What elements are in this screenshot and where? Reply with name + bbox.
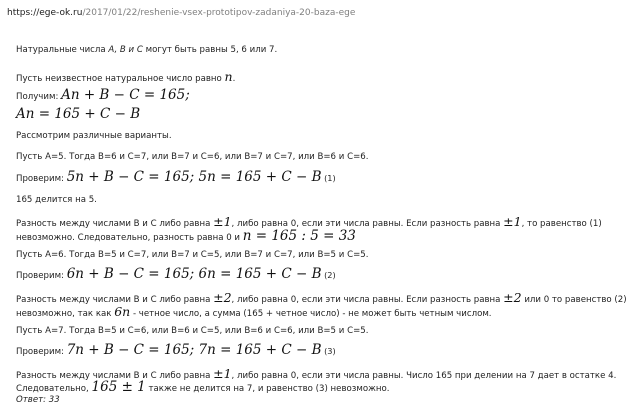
unknown-text: Пусть неизвестное натуральное число равно <box>16 74 225 84</box>
diff-3-text-a: Разность между числами B и C либо равна <box>16 371 214 381</box>
intro-line <box>16 45 277 55</box>
intro-vars: A, B и C <box>108 45 143 55</box>
diff-2-pm: ±2 <box>213 290 232 305</box>
diff-1-text-a: Разность между числами B и C либо равна <box>16 219 214 229</box>
check-3-equation: 7n + B − C = 165; 7n = 165 + C − B <box>66 342 322 358</box>
conclusion-3-text-b: также не делится на 7, и равенство (3) невозможно. <box>145 384 390 394</box>
case-a7-text: Пусть A=7. Тогда B=5 и C=6, или B=6 и C=5, или B=6 и C=6, или B=5 и C=5. <box>16 326 369 336</box>
equation-line-1 <box>16 87 190 103</box>
conclusion-3-line <box>16 379 389 395</box>
diff-3-text-b: , либо равна 0, если эти числа равны. Число 165 при делении на 7 дает в остатке 4. <box>231 371 617 381</box>
case-a5-text: Пусть A=5. Тогда B=6 и C=7, или B=7 и C=6, или B=7 и C=7, или B=6 и C=6. <box>16 152 369 162</box>
diff-2-text-a: Разность между числами B и C либо равна <box>16 295 214 305</box>
equation-line-2 <box>16 106 140 122</box>
conclusion-2-6n: 6n <box>114 304 131 319</box>
diff-1-text-c: , то равенство (1) <box>521 219 602 229</box>
url-path: /2017/01/22/reshenie-vsex-prototipov-zadaniya-20-baza-ege <box>82 8 356 18</box>
case-a5-line <box>16 152 368 162</box>
diff-1-pm2: ±1 <box>503 214 522 229</box>
case-a6-line <box>16 250 368 260</box>
unknown-var: n <box>224 69 233 84</box>
variants-line <box>16 131 172 141</box>
check-1-number: (1) <box>321 173 336 183</box>
check-1-label: Проверим: <box>16 174 67 184</box>
equation-2: An = 165 + C − B <box>16 106 141 122</box>
diff-3-pm: ±1 <box>213 366 232 381</box>
case-a7-line <box>16 326 368 336</box>
check-2-label: Проверим: <box>16 271 67 281</box>
conclusion-2-text-b: - четное число, а сумма (165 + четное число) - не может быть четным числом. <box>130 309 492 319</box>
intro-values: могут быть равны 5, 6 или 7. <box>142 45 278 55</box>
check-2-number: (2) <box>321 270 336 280</box>
unknown-line <box>16 69 235 84</box>
conclusion-1-equation: n = 165 : 5 = 33 <box>242 228 356 244</box>
diff-1-pm: ±1 <box>213 214 232 229</box>
conclusion-1-line <box>16 228 356 244</box>
diff-2-text-b: , либо равна 0, если эти числа равны. Если разность равна <box>231 295 504 305</box>
diff-2-pm2: ±2 <box>503 290 522 305</box>
conclusion-2-line <box>16 304 492 319</box>
diff-2-line <box>16 290 627 305</box>
check-3-number: (3) <box>321 346 336 356</box>
check-3-line <box>16 342 336 358</box>
check-2-line <box>16 266 336 282</box>
variants-text: Рассмотрим различные варианты. <box>16 131 172 141</box>
divisible-line <box>16 195 97 205</box>
get-label: Получим: <box>16 92 62 102</box>
intro-text: Натуральные числа <box>16 45 109 55</box>
url-host: ege-ok.ru <box>39 8 83 18</box>
diff-1-text-b: , либо равна 0, если эти числа равны. Если разность равна <box>231 219 504 229</box>
conclusion-2-text-a: невозможно, так как <box>16 309 115 319</box>
source-url[interactable] <box>7 8 355 18</box>
url-scheme: https:// <box>7 8 40 18</box>
equation-1: An + B − C = 165; <box>61 87 190 103</box>
check-2-equation: 6n + B − C = 165; 6n = 165 + C − B <box>66 266 322 282</box>
unknown-dot: . <box>232 74 236 84</box>
diff-1-line <box>16 214 602 229</box>
conclusion-3-text-a: Следовательно, <box>16 384 92 394</box>
conclusion-1-text: невозможно. Следовательно, разность равна 0 и <box>16 233 243 243</box>
case-a6-text: Пусть A=6. Тогда B=5 и C=7, или B=7 и C=5, или B=7 и C=7, или B=5 и C=5. <box>16 250 369 260</box>
divisible-text: 165 делится на 5. <box>16 195 97 205</box>
answer-text: Ответ: 33 <box>16 395 60 405</box>
diff-2-text-c: или 0 то равенство (2) <box>521 295 627 305</box>
check-1-line <box>16 169 336 185</box>
check-3-label: Проверим: <box>16 347 67 357</box>
conclusion-3-equation: 165 ± 1 <box>91 379 146 395</box>
answer-line <box>16 395 60 405</box>
check-1-equation: 5n + B − C = 165; 5n = 165 + C − B <box>66 169 322 185</box>
